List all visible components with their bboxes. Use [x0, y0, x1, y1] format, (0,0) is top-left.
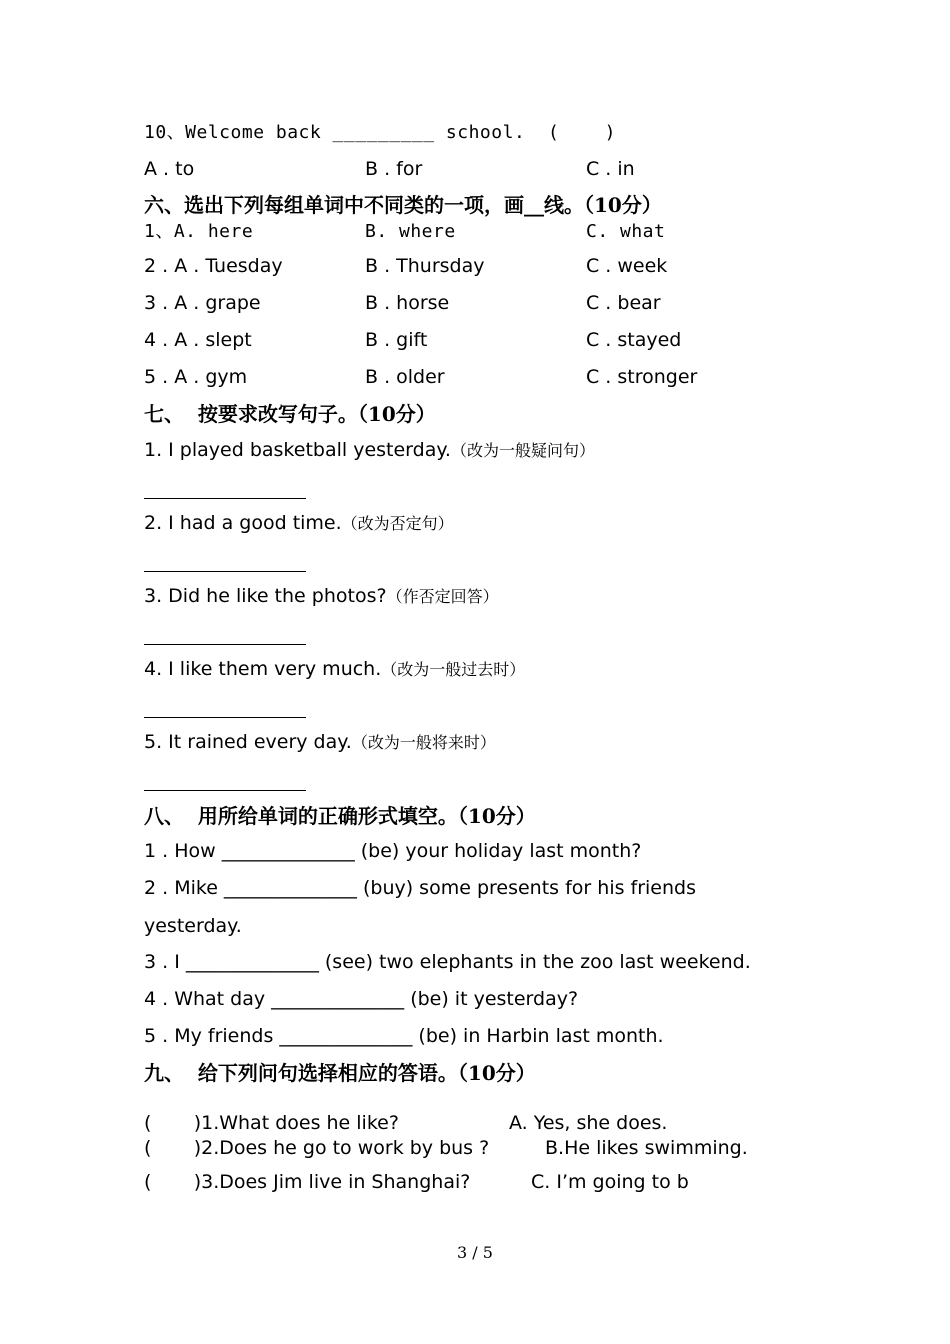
section9-heading: 九、 给下列问句选择相应的答语。（10分）: [144, 1061, 536, 1085]
s6-row4-b: B . gift: [365, 329, 428, 351]
s6-row5-c: C . stronger: [586, 366, 698, 388]
s7-item1-text: 1. I played basketball yesterday.: [144, 439, 451, 461]
q10-stem: 10、Welcome back _________ school. ( ): [144, 122, 616, 143]
s7-answer-line-2: [144, 571, 306, 572]
s7-item2-text: 2. I had a good time.: [144, 512, 342, 534]
s7-item4: [144, 657, 525, 682]
s6-row2-b: B . Thursday: [365, 255, 485, 277]
section8-heading: 八、 用所给单词的正确形式填空。（10分）: [144, 804, 536, 828]
s7-answer-line-3: [144, 644, 306, 645]
s6-row3-c: C . bear: [586, 292, 661, 314]
section7-heading: 七、 按要求改写句子。（10分）: [144, 402, 436, 426]
s6-row2-a: 2 . A . Tuesday: [144, 255, 283, 277]
s8-item5: 5 . My friends ______________ (be) in Harbin last month.: [144, 1025, 664, 1047]
s7-item5-text: 5. It rained every day.: [144, 731, 352, 753]
s6-row1-c: C. what: [586, 221, 666, 242]
s8-item1: 1 . How ______________ (be) your holiday last month?: [144, 840, 642, 862]
s6-row1-b: B. where: [365, 221, 456, 242]
s6-row4-c: C . stayed: [586, 329, 682, 351]
q10-option-b: B . for: [365, 158, 423, 180]
s8-item4: 4 . What day ______________ (be) it yesterday?: [144, 988, 579, 1010]
s7-answer-line-4: [144, 717, 306, 718]
s7-answer-line-5: [144, 790, 306, 791]
s9-q2: ( )2.Does he go to work by bus ?: [144, 1137, 490, 1159]
s7-item3: [144, 584, 499, 609]
section6-heading: 六、选出下列每组单词中不同类的一项，画__线。（10分）: [144, 193, 662, 217]
s7-item1: [144, 438, 595, 463]
s8-item2-cont: yesterday.: [144, 915, 242, 937]
s9-a2: B.He likes swimming.: [545, 1137, 748, 1159]
q10-option-c: C . in: [586, 158, 635, 180]
s6-row1-a: 1、A. here: [144, 221, 254, 242]
s7-item1-note: （改为一般疑问句）: [450, 441, 595, 460]
s9-q1: ( )1.What does he like?: [144, 1112, 399, 1134]
s7-item2-note: （改为否定句）: [341, 514, 454, 533]
s6-row5-b: B . older: [365, 366, 445, 388]
s8-item3: 3 . I ______________ (see) two elephants in the zoo last weekend.: [144, 951, 751, 973]
s8-item2: 2 . Mike ______________ (buy) some presents for his friends: [144, 877, 697, 899]
s7-item5: [144, 730, 496, 755]
page-number: 3 / 5: [457, 1243, 493, 1262]
q10-option-a: A . to: [144, 158, 195, 180]
s6-row3-b: B . horse: [365, 292, 450, 314]
s7-item2: [144, 511, 454, 536]
s9-a1: A. Yes, she does.: [509, 1112, 668, 1134]
s7-item3-text: 3. Did he like the photos?: [144, 585, 387, 607]
s6-row3-a: 3 . A . grape: [144, 292, 261, 314]
s6-row2-c: C . week: [586, 255, 668, 277]
s7-answer-line-1: [144, 498, 306, 499]
s6-row5-a: 5 . A . gym: [144, 366, 248, 388]
s7-item3-note: （作否定回答）: [386, 587, 499, 606]
s7-item5-note: （改为一般将来时）: [351, 733, 496, 752]
s7-item4-note: （改为一般过去时）: [381, 660, 526, 679]
s6-row4-a: 4 . A . slept: [144, 329, 252, 351]
s7-item4-text: 4. I like them very much.: [144, 658, 382, 680]
s9-a3: C. I’m going to b: [531, 1171, 689, 1193]
s9-q3: ( )3.Does Jim live in Shanghai?: [144, 1171, 471, 1193]
